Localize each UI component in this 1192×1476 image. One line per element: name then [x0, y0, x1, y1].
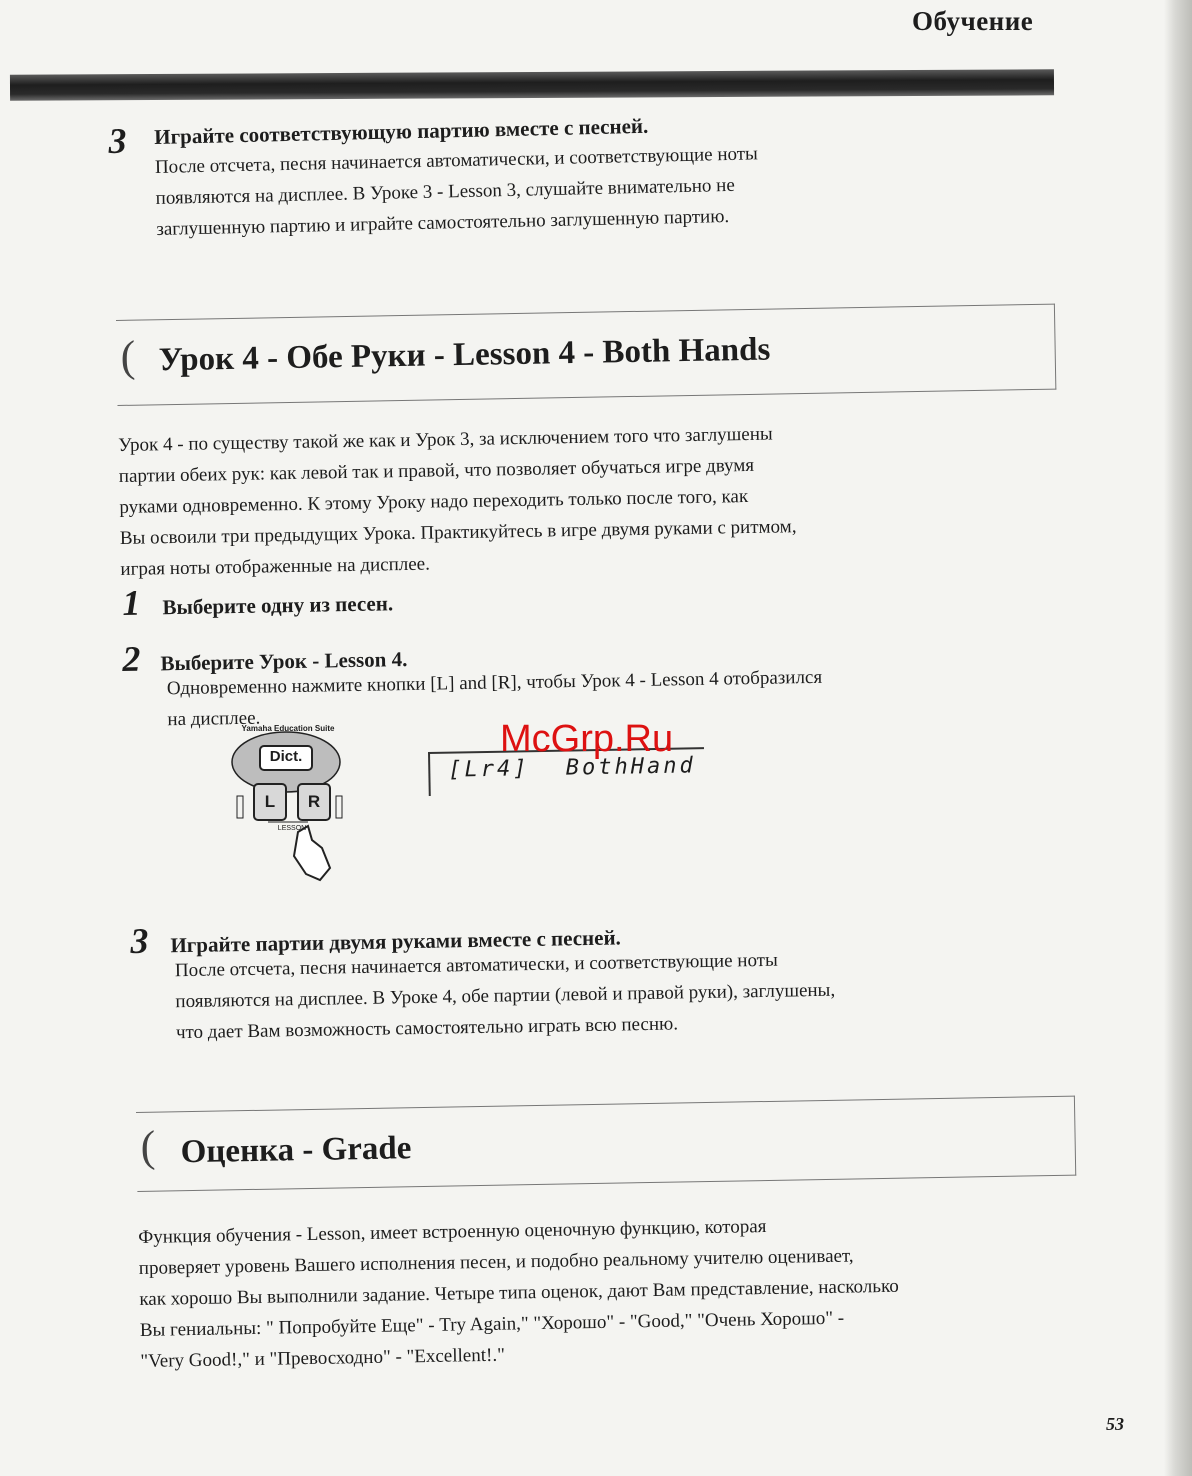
section-title: Оценка - Grade [180, 1130, 412, 1171]
text-line: проверяет уровень Вашего исполнения песен, и подобно реальному учителю оценивает, [138, 1245, 854, 1279]
text-line: что дает Вам возможность самостоятельно играть всю песню. [175, 1013, 679, 1044]
lesson-label: LESSON [277, 825, 307, 832]
text-line: Вы освоили три предыдущих Урока. Практикуйтесь в игре двумя руками с ритмом, [119, 516, 797, 549]
step1 [122, 577, 393, 624]
left-button-label: L [264, 792, 276, 811]
text-line: играя ноты отображенные на дисплее. [120, 553, 431, 580]
lr-buttons-icon [228, 722, 348, 882]
step-number: 3 [108, 120, 127, 161]
lesson4-title-box [116, 304, 1056, 406]
top-step-content [154, 108, 897, 245]
text-line: Одновременно нажмите кнопки [L] and [R], чтобы Урок 4 - Lesson 4 отобразился [166, 666, 823, 700]
step3 [130, 906, 932, 1049]
text-line: После отсчета, песня начинается автоматически, и соответствующие ноты [174, 949, 778, 982]
step-text [155, 135, 897, 245]
text-line: Функция обучения - Lesson, имеет встроенную оценочную функцию, которая [138, 1216, 767, 1248]
bracket-decoration: ( [140, 1121, 156, 1171]
display-code: [Lr4] [448, 756, 530, 783]
step-heading: Выберите одну из песен. [162, 591, 394, 620]
page-number: 53 [1106, 1414, 1124, 1434]
right-button-label: R [307, 792, 321, 811]
step-text [175, 942, 933, 1048]
step-number: 1 [122, 582, 141, 623]
text-line: как хорошо Вы выполнили задание. Четыре типа оценок, дают Вам представление, насколько [139, 1275, 899, 1310]
text-line: появляются на дисплее. В Уроке 4, обе партии (левой и правой руки), заглушены, [175, 979, 836, 1013]
step-heading: Выберите Урок - Lesson 4. [160, 647, 408, 676]
grade-text [138, 1207, 1021, 1377]
text-line: партии обеих рук: как левой так и правой, что позволяет обучаться игре двумя [118, 454, 755, 487]
display-text: BothHand [565, 753, 696, 781]
text-line: на дисплее. [167, 707, 261, 731]
header-title: Обучение [912, 6, 1034, 36]
text-line: руками одновременно. К этому Уроку надо переходить только после того, как [119, 486, 749, 518]
text-line: Вы гениальны: " Попробуйте Еще" - Try Again," "Хорошо" - "Good," "Очень Хорошо" - [139, 1307, 845, 1341]
text-line: Урок 4 - по существу такой же как и Урок 3, за исключением того что заглушены [118, 423, 773, 456]
text-line: После отсчета, песня начинается автоматически, и соответствующие ноты [154, 143, 759, 178]
step-number: 3 [130, 920, 149, 961]
lesson-buttons-illustration [228, 722, 348, 882]
page-edge-shadow [1164, 0, 1192, 1476]
step-number: 2 [122, 638, 141, 679]
step-heading: Играйте партии двумя руками вместе с песней. [170, 925, 622, 958]
step-heading: Играйте соответствующую партию вместе с песней. [154, 113, 649, 149]
watermark: McGrp.Ru [500, 718, 674, 760]
dict-button-label: Dict. [269, 748, 303, 765]
text-line: "Very Good!," и "Превосходно" - "Excellent!." [140, 1344, 506, 1372]
text-line: появляются на дисплее. В Уроке 3 - Lesson 3, слушайте внимательно не [155, 174, 736, 209]
grade-title-box [136, 1096, 1076, 1192]
header-bar [10, 69, 1054, 100]
bracket-decoration: ( [120, 331, 136, 381]
suite-label: Yamaha Education Suite [241, 724, 335, 733]
text-line: заглушенную партию и играйте самостоятельно заглушенную партию. [156, 205, 730, 240]
lesson4-intro [118, 415, 981, 585]
section-title: Урок 4 - Обе Руки - Lesson 4 - Both Hands [158, 331, 771, 379]
top-step [108, 120, 127, 162]
